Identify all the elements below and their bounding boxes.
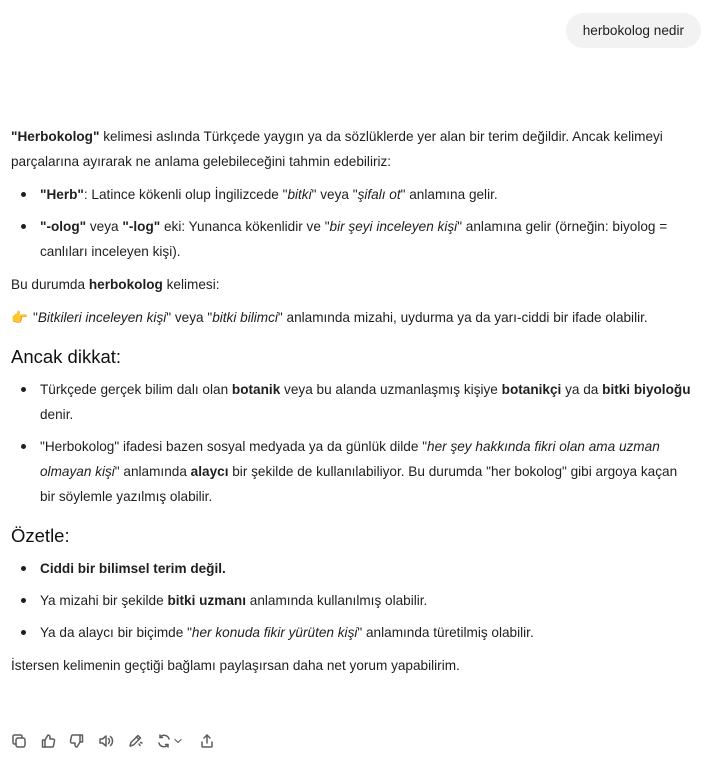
text-segment: " anlamına gelir. xyxy=(400,187,498,202)
conclusion-paragraph xyxy=(11,272,696,297)
text-segment: " anlamına gelir (örneğin: biyolog = canlıları inceleyen kişi). xyxy=(40,219,668,259)
share-icon xyxy=(199,733,215,749)
edit-in-canvas-button[interactable] xyxy=(127,731,156,751)
pointing-hand-icon: 👉 xyxy=(11,310,28,325)
text-segment: " anlamında xyxy=(114,464,191,479)
italic-segment: şifalı ot xyxy=(357,187,401,202)
list-item xyxy=(11,182,696,207)
italic-segment: bir şeyi inceleyen kişi xyxy=(329,219,458,234)
text-segment: eki: Yunanca kökenlidir ve " xyxy=(160,219,330,234)
list-item xyxy=(11,377,696,427)
italic-segment: her konuda fikir yürüten kişi xyxy=(191,625,358,640)
chevron-down-icon xyxy=(172,735,184,747)
bold-segment: bitki uzmanı xyxy=(167,593,246,608)
user-message-bubble xyxy=(566,13,701,48)
italic-segment: bitki bilimci xyxy=(212,310,278,325)
part-log: "-log" xyxy=(122,219,161,234)
text-segment: " veya " xyxy=(166,310,213,325)
thumbs-up-icon xyxy=(40,733,56,749)
text-segment: denir. xyxy=(40,407,74,422)
text-segment: anlamında kullanılmış olabilir. xyxy=(246,593,428,608)
text-segment: veya bu alanda uzmanlaşmış kişiye xyxy=(280,382,502,397)
intro-text: kelimesi aslında Türkçede yaygın ya da sözlüklerde yer alan bir terim değildir. Ancak kelimeyi parçalarına ayırarak ne anlama gelebileceğini tahmin edebiliriz: xyxy=(11,129,663,169)
bold-segment: Ciddi bir bilimsel terim değil. xyxy=(40,561,226,576)
list-item xyxy=(11,620,696,645)
text-segment: Ya mizahi bir şekilde xyxy=(40,593,168,608)
bold-segment: botanikçi xyxy=(501,382,562,397)
text-segment: Bu durumda xyxy=(11,277,89,292)
summary-heading: Özetle: xyxy=(11,525,70,546)
list-item xyxy=(11,434,696,509)
word-parts-list xyxy=(11,182,696,264)
text-segment: Ya da alaycı bir biçimde " xyxy=(40,625,192,640)
closing-paragraph: İstersen kelimenin geçtiği bağlamı paylaşırsan daha net yorum yapabilirim. xyxy=(11,658,460,673)
thumbs-up-button[interactable] xyxy=(40,731,69,751)
text-segment: Türkçede gerçek bilim dalı olan xyxy=(40,382,232,397)
intro-term: "Herbokolog" xyxy=(11,129,100,144)
list-item xyxy=(11,214,696,264)
italic-segment: Bitkileri inceleyen kişi xyxy=(37,310,167,325)
text-segment: "Herbokolog" ifadesi bazen sosyal medyada ya da günlük dilde " xyxy=(40,439,428,454)
bold-segment: herbokolog xyxy=(88,277,163,292)
italic-segment: bitki xyxy=(287,187,312,202)
bold-segment: bitki biyoloğu xyxy=(602,382,691,397)
bold-segment: botanik xyxy=(231,382,281,397)
caution-heading: Ancak dikkat: xyxy=(11,346,122,367)
regenerate-icon xyxy=(156,733,172,749)
text-segment: " anlamında mizahi, uydurma ya da yarı-ciddi bir ifade olabilir. xyxy=(277,310,648,325)
text-segment: ya da xyxy=(561,382,603,397)
message-actions-bar xyxy=(11,731,228,751)
text-segment: bir şekilde de kullanılabiliyor. Bu durumda "her bokolog" gibi argoya kaçan bir söylemle yazılmış olabilir. xyxy=(40,464,678,504)
regenerate-button[interactable] xyxy=(156,731,199,751)
text-segment: " veya " xyxy=(311,187,358,202)
read-aloud-icon xyxy=(98,733,114,749)
part-herb: "Herb" xyxy=(40,187,84,202)
copy-icon xyxy=(11,733,27,749)
text-segment: " anlamında türetilmiş olabilir. xyxy=(357,625,534,640)
meaning-paragraph xyxy=(11,305,696,330)
assistant-message xyxy=(11,124,696,678)
text-segment: veya xyxy=(86,219,123,234)
part-olog: "-olog" xyxy=(40,219,87,234)
list-item xyxy=(11,588,696,613)
summary-list xyxy=(11,556,696,645)
text-segment: kelimesi: xyxy=(162,277,220,292)
text-segment: : Latince kökenli olup İngilizcede " xyxy=(83,187,288,202)
edit-canvas-icon xyxy=(127,733,143,749)
copy-button[interactable] xyxy=(11,731,40,751)
share-button[interactable] xyxy=(199,731,228,751)
user-message-text: herbokolog nedir xyxy=(582,23,684,38)
thumbs-down-icon xyxy=(69,733,85,749)
read-aloud-button[interactable] xyxy=(98,731,127,751)
list-item xyxy=(11,556,696,581)
text-segment: " xyxy=(33,310,38,325)
bold-segment: alaycı xyxy=(190,464,229,479)
thumbs-down-button[interactable] xyxy=(69,731,98,751)
caution-list xyxy=(11,377,696,509)
italic-segment: her şey hakkında fikri olan ama uzman olmayan kişi xyxy=(40,439,660,479)
intro-paragraph xyxy=(11,124,696,174)
